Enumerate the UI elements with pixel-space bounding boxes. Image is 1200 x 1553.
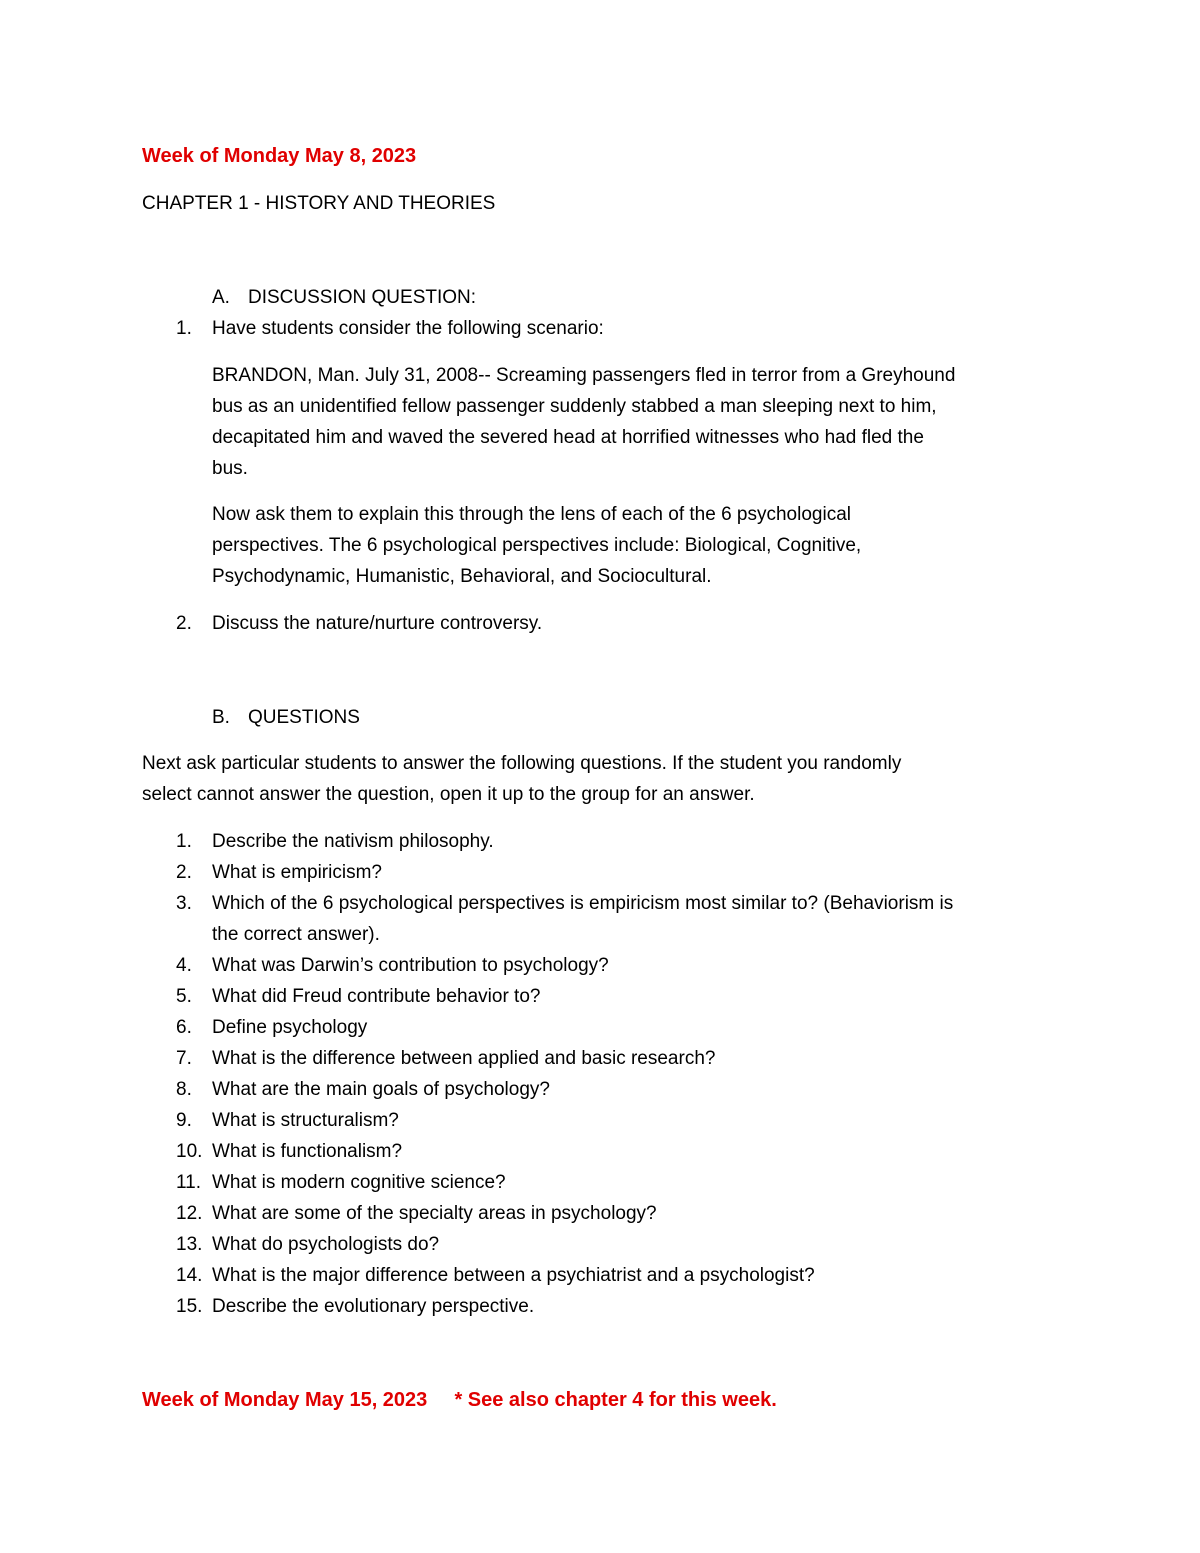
week-heading: Week of Monday May 8, 2023 xyxy=(142,145,417,167)
section-title: DISCUSSION QUESTION: xyxy=(248,287,477,308)
list-item-text: What was Darwin’s contribution to psychology? xyxy=(212,955,609,976)
list-number: 4. xyxy=(176,955,192,976)
week-note: * See also chapter 4 for this week. xyxy=(454,1389,777,1411)
week-heading xyxy=(142,1385,777,1416)
paragraph-line: bus. xyxy=(212,458,248,479)
list-item-text: Have students consider the following scenario: xyxy=(212,318,604,339)
list-item-text: What is empiricism? xyxy=(212,862,382,883)
paragraph-line: Next ask particular students to answer the following questions. If the student you randomly xyxy=(142,753,902,774)
list-number: 6. xyxy=(176,1017,192,1038)
paragraph-line: perspectives. The 6 psychological perspectives include: Biological, Cognitive, xyxy=(212,535,862,556)
list-item-text: Discuss the nature/nurture controversy. xyxy=(212,613,543,634)
list-number: 9. xyxy=(176,1110,192,1131)
list-item-text: What are some of the specialty areas in psychology? xyxy=(212,1203,657,1224)
list-item-text: What is the major difference between a psychiatrist and a psychologist? xyxy=(212,1265,815,1286)
paragraph-line: select cannot answer the question, open it up to the group for an answer. xyxy=(142,784,755,805)
list-number: 7. xyxy=(176,1048,192,1069)
section-title: QUESTIONS xyxy=(248,707,360,728)
list-item-text: Describe the nativism philosophy. xyxy=(212,831,494,852)
paragraph-line: Now ask them to explain this through the lens of each of the 6 psychological xyxy=(212,504,851,525)
list-number: 1. xyxy=(176,831,192,852)
week-heading-text: Week of Monday May 15, 2023 xyxy=(142,1389,428,1411)
list-item-text: Describe the evolutionary perspective. xyxy=(212,1296,535,1317)
list-number: 11. xyxy=(176,1172,202,1193)
list-item-text: What is the difference between applied and basic research? xyxy=(212,1048,716,1069)
list-item-text: What do psychologists do? xyxy=(212,1234,440,1255)
list-number: 5. xyxy=(176,986,192,1007)
list-number: 2. xyxy=(176,862,192,883)
section-marker: B. xyxy=(212,707,230,728)
chapter-title: CHAPTER 1 - HISTORY AND THEORIES xyxy=(142,193,496,214)
list-number: 13. xyxy=(176,1234,203,1255)
list-number: 12. xyxy=(176,1203,203,1224)
list-item-text: Which of the 6 psychological perspectives is empiricism most similar to? (Behaviorism is xyxy=(212,893,954,914)
list-number: 14. xyxy=(176,1265,203,1286)
list-number: 15. xyxy=(176,1296,203,1317)
list-number: 2. xyxy=(176,613,192,634)
list-item-text: What is structuralism? xyxy=(212,1110,399,1131)
list-item-text: Define psychology xyxy=(212,1017,368,1038)
section-marker: A. xyxy=(212,287,230,308)
list-item-text: What are the main goals of psychology? xyxy=(212,1079,550,1100)
list-item-text: What is modern cognitive science? xyxy=(212,1172,506,1193)
paragraph-line: bus as an unidentified fellow passenger suddenly stabbed a man sleeping next to him, xyxy=(212,396,937,417)
list-item-text-continued: the correct answer). xyxy=(212,924,380,945)
list-item-text: What is functionalism? xyxy=(212,1141,403,1162)
paragraph-line: decapitated him and waved the severed head at horrified witnesses who had fled the xyxy=(212,427,924,448)
list-number: 8. xyxy=(176,1079,192,1100)
list-number: 10. xyxy=(176,1141,203,1162)
list-number: 3. xyxy=(176,893,192,914)
list-item-text: What did Freud contribute behavior to? xyxy=(212,986,541,1007)
paragraph-line: BRANDON, Man. July 31, 2008-- Screaming passengers fled in terror from a Greyhound xyxy=(212,365,956,386)
paragraph-line: Psychodynamic, Humanistic, Behavioral, and Sociocultural. xyxy=(212,566,712,587)
list-number: 1. xyxy=(176,318,192,339)
